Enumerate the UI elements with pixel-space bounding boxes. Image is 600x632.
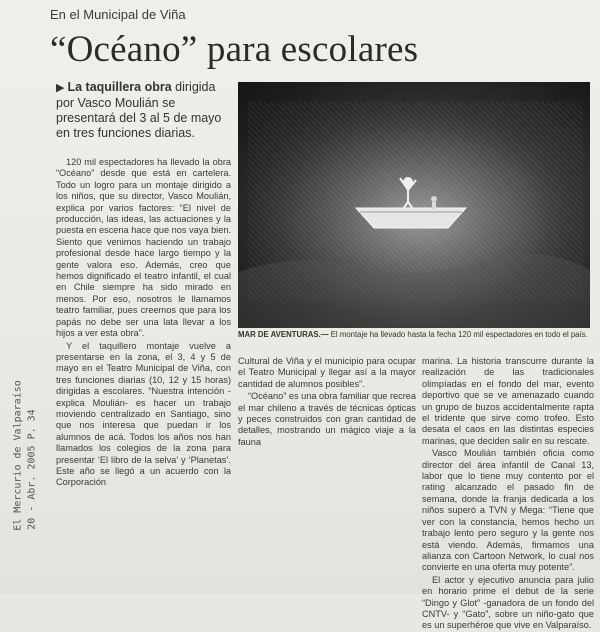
handwritten-source-note (6, 360, 38, 560)
boat-icon (356, 208, 466, 228)
boat-scene (238, 82, 590, 328)
arrow-icon: ▶ (56, 82, 65, 94)
paragraph: marina. La historia transcurre durante la realización de las tradicionales olimpíadas en el fondo del mar, evento deportivo que se ve amenazado cuando un grupo de buzos accidentalmente rapta el tridente que sirve como trofeo. Esto desata el caos en las distintas especies marinas, que deciden salir en su rescate. (422, 356, 594, 446)
body-column-2 (238, 356, 416, 448)
deck-bold: La taquillera obra (67, 80, 172, 94)
paragraph: El actor y ejecutivo anuncia para julio en horario prime el debut de la serie “Dingo y Glot” -ganadora de un fondo del CNTV- y “Gato”, sobre un niño-gato que es un superhéroe que vive en Valparaíso. (422, 574, 594, 631)
paragraph: Y el taquillero montaje vuelve a presentarse en la zona, el 3, 4 y 5 de mayo en el Teatro Municipal de Viña, con tres funciones diarias (10, 12 y 15 horas) dirigidas a escolares. “Nuestra intención -explica Moulián- es hacer un trabajo moviendo centralizado en Santiago, sino que nos interesa que puedan ir los alumnos de acá. Todos los años nos han llamados los colegios de la zona para presentar ‘El libro de la selva’ y ‘Planetas’. Este año se llegó a un acuerdo con la Corporación (56, 340, 231, 488)
headline: “Océano” para escolares (50, 29, 419, 70)
stage-photo (238, 82, 590, 328)
paragraph: 120 mil espectadores ha llevado la obra “Océano” desde que está en cartelera. Todo un logro para un montaje dirigido a los niños, que su director, Vasco Moulián, explica por varios factores: “El nivel de producción, las ideas, las actuaciones y la puesta en escena hace que nos vaya bien. Siento que venimos haciendo un trabajo profesional desde hace largo tiempo y la gente valora eso. Además, creo que hemos dignificado el teatro infantil, el cual en Chile siempre ha sido mirado en menos. Por eso, nosotros le llamamos teatro familiar, pues creemos que para los papás no debe ser una lata llevar a los hijos a ver esta obra”. (56, 157, 231, 339)
caption-text: El montaje ha llevado hasta la fecha 120 mil espectadores en todo el país. (330, 330, 588, 339)
body-column-1 (56, 157, 231, 489)
deck-rest: dirigida por Vasco Moulián se presentará del 3 al 5 de mayo en tres funciones diarias. (56, 80, 222, 140)
handwritten-line-1: El Mercurio de Valparaíso (12, 380, 24, 531)
handwritten-line-2: 20 - Abr. 2005 P. 34 (26, 409, 38, 530)
deck (56, 80, 236, 141)
kicker: En el Municipal de Viña (50, 7, 186, 22)
body-column-3 (422, 356, 594, 632)
caption-title: MAR DE AVENTURAS.— (238, 330, 329, 339)
photo-caption (238, 330, 594, 339)
paragraph: Cultural de Viña y el municipio para ocupar el Teatro Municipal y llegar así a la mayor cantidad de alumnos posibles”. (238, 356, 416, 389)
paragraph: “Océano” es una obra familiar que recrea el mar chileno a través de técnicas ópticas y peces construidos con gran cantidad de detalles, mostrando un mágico viaje a la fauna (238, 391, 417, 447)
paragraph: Vasco Moulián también oficia como director del área infantil de Canal 13, labor que lo tiene muy contento por el rating alcanzado el pasado fin de semana, donde la franja dedicada a los niños superó a TVN y Mega: “Tiene que ver con la constancia, hemos hecho un trabajo lento pero seguro y la gente nos está viendo. Además, firmamos una alianza con Cartoon Network, lo cual nos convierte en una oferta muy potente”. (422, 448, 594, 573)
